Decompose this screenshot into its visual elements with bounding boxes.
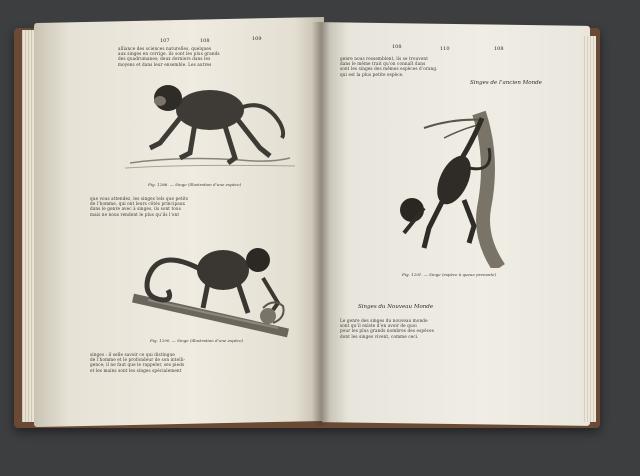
caption-bottom-left: Fig. 1290. — Singe (illustration d’une espèce) [150,338,244,343]
text-line: et les mains sont les singes spécialement [90,367,182,373]
book-gutter [312,22,330,426]
text-line: sont qu’il existe d’en avoir de quoi [340,323,417,329]
text-line: de l’homme, qui ont leurs côtés principaux [90,201,186,207]
text-line: que vous attendez, les singes tels que petits [90,196,189,201]
right-top-text [340,56,572,77]
text-line: dont les singes vivent, comme ceci. [340,333,419,339]
text-line: Le genre des singes du nouveau monde [340,318,428,323]
text-line: qui est la plus petite espèce. [340,71,404,77]
text-line: sont les singes des mêmes espèces d’orang. [340,66,438,72]
right-heading-mid: Singes du Nouveau Monde [358,304,434,310]
text-line: singes : il selle savoir ce qui distingue [90,352,175,357]
caption-right: Fig. 1291. — Singe (espèce à queue prenante) [402,272,497,277]
monkey-illustration-top [120,68,300,178]
text-line: alliance des sciences naturelles, quelques [118,46,212,51]
right-bottom-text [340,318,580,339]
text-line: genre nous ressemblent, ils se trouvent [340,56,428,61]
left-running-head-1: 107 [160,38,170,44]
text-line: gence; il ne faut que le rappeler, ses pieds [90,362,185,368]
text-line: mais ne nous rendent le plus qu’ils l’ont [90,211,180,217]
page-edges-right [584,36,596,422]
left-top-text [118,46,298,67]
text-line: dans le même trait qu’on connaît dans [340,61,426,67]
left-mid-text [90,196,300,217]
right-running-head-1: 108 [392,44,402,50]
text-line: des quadrumanes; deux derniers dans les [118,56,211,62]
right-running-head-2: 110 [440,46,450,52]
text-line: de l’homme et le profondeur de son intelli- [90,357,186,363]
hanging-monkey-illustration [384,108,554,268]
text-line: moyens et dans leur ensemble. Les autres [118,61,212,67]
left-running-head-2: 108 [200,38,210,44]
right-heading-top: Singes de l’ancien Monde [470,80,542,86]
caption-top-left: Fig. 1286. — Singe (illustration d’une espèce) [148,182,242,187]
monkey-illustration-bottom [128,228,298,338]
text-line: dans le genre avec à singes, ils sont tous [90,206,181,212]
left-running-head-3: 109 [252,36,262,42]
text-line: pour les plus grands nombres des espèces [340,328,434,334]
text-line: aux singes en corrige. ils sont les plus grands [118,51,220,57]
left-bottom-text [90,352,300,373]
right-running-head-3: 108 [494,46,504,52]
